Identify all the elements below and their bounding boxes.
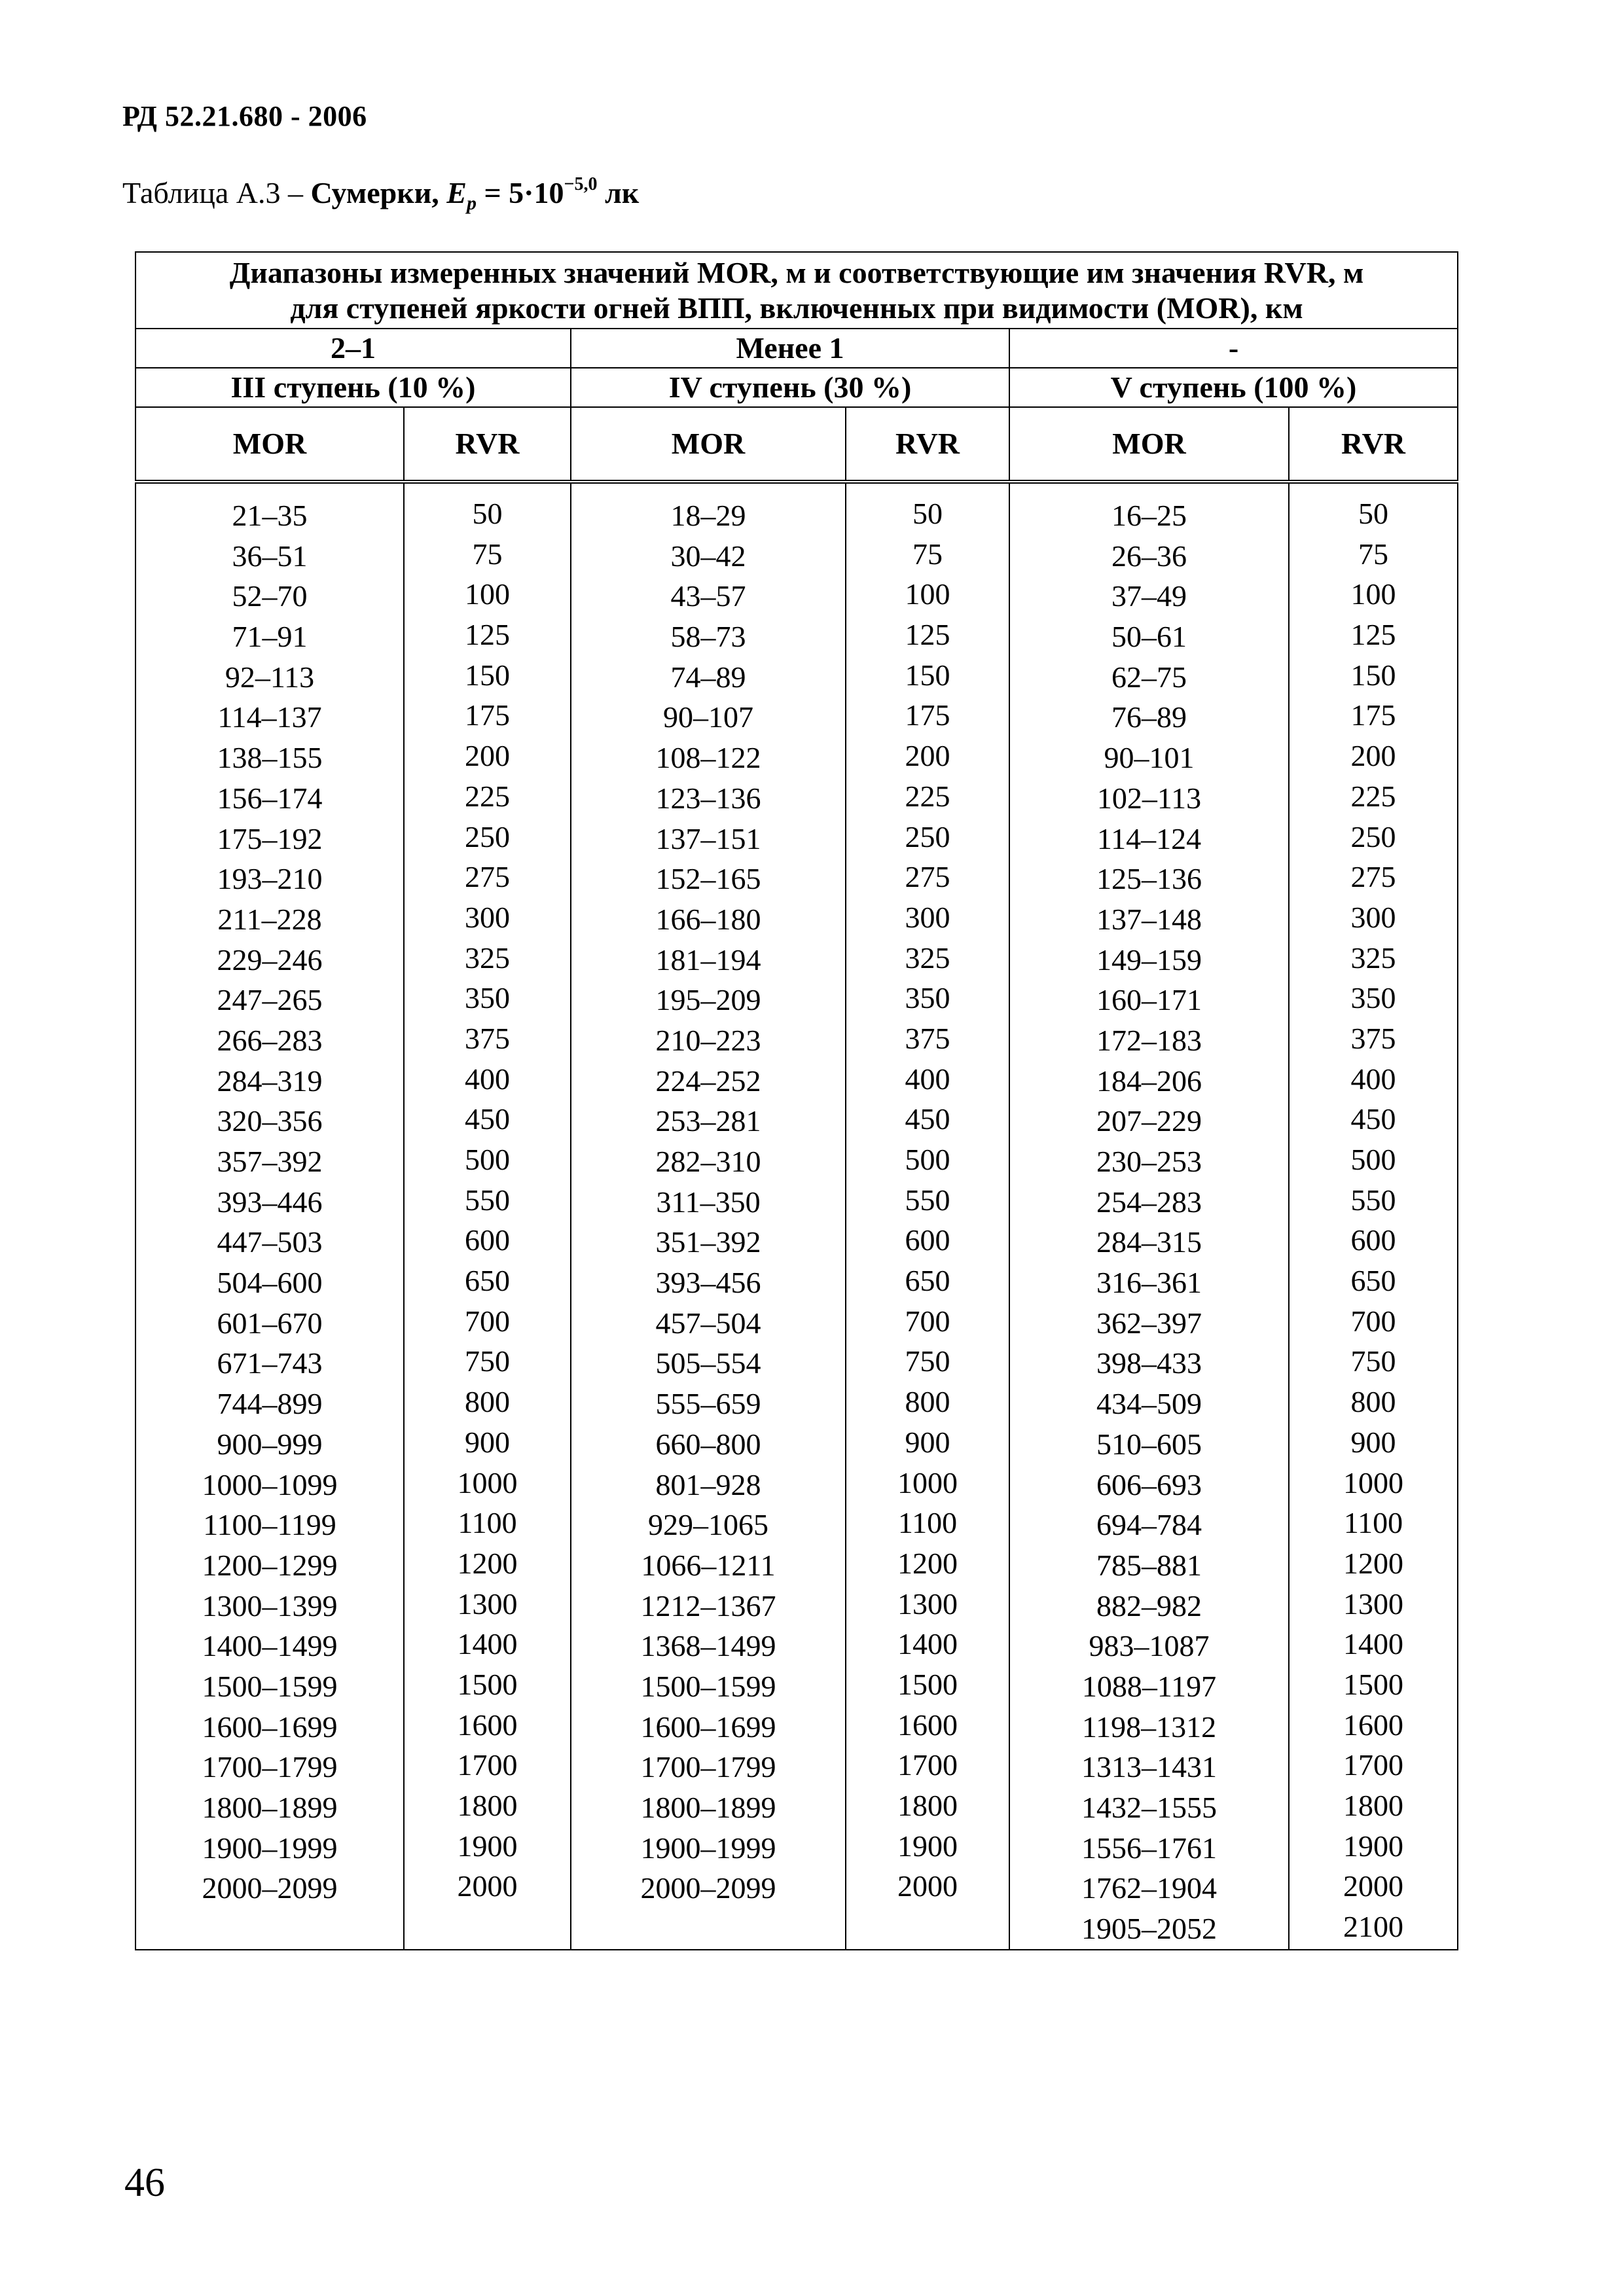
column-stage4-rvr — [846, 482, 1009, 1950]
table-cell: 750 — [465, 1344, 510, 1378]
col-header-rvr: RVR — [1289, 407, 1458, 482]
document-code: РД 52.21.680 - 2006 — [122, 100, 367, 132]
table-cell: 785–881 — [1096, 1548, 1202, 1582]
table-cell: 225 — [465, 779, 510, 813]
table-cell: 1000–1099 — [202, 1467, 338, 1501]
table-cell: 750 — [1350, 1344, 1396, 1378]
table-cell: 175 — [905, 698, 950, 732]
table-cell: 114–124 — [1096, 821, 1202, 855]
table-cell: 2000–2099 — [202, 1871, 338, 1905]
table-cell: 393–446 — [217, 1185, 323, 1219]
table-cell: 1800 — [897, 1789, 958, 1822]
table-cell: 450 — [905, 1102, 950, 1136]
table-cell: 284–315 — [1096, 1225, 1202, 1259]
table-cell: 90–101 — [1104, 741, 1195, 775]
table-cell: 1800–1899 — [640, 1791, 776, 1824]
table-cell: 225 — [905, 779, 950, 813]
table-cell: 600 — [1350, 1223, 1396, 1257]
visibility-header-1: 2–1 — [135, 329, 571, 368]
stage-header-5: V ступень (100 %) — [1009, 368, 1458, 407]
table-cell: 123–136 — [655, 781, 761, 815]
table-cell: 2100 — [1343, 1910, 1404, 1944]
table-cell: 150 — [905, 658, 950, 692]
table-cell: 1600–1699 — [202, 1710, 338, 1744]
table-cell: 311–350 — [656, 1185, 761, 1219]
table-cell: 1600 — [1343, 1708, 1404, 1742]
table-cell: 393–456 — [655, 1266, 761, 1300]
table-cell: 550 — [1350, 1183, 1396, 1217]
table-cell: 195–209 — [655, 983, 761, 1017]
table-cell: 230–253 — [1096, 1145, 1202, 1178]
table-cell: 102–113 — [1096, 781, 1202, 815]
table-cell: 1368–1499 — [640, 1629, 776, 1663]
table-cell: 300 — [465, 900, 510, 934]
table-cell: 555–659 — [655, 1387, 761, 1421]
table-cell: 50–61 — [1111, 620, 1187, 654]
table-cell: 250 — [465, 819, 510, 853]
table-cell: 606–693 — [1096, 1467, 1202, 1501]
table-cell: 1500 — [457, 1667, 518, 1701]
table-cell: 137–148 — [1096, 902, 1202, 936]
table-cell: 1800–1899 — [202, 1791, 338, 1824]
table-cell: 108–122 — [655, 741, 761, 775]
table-cell: 1300 — [457, 1587, 518, 1621]
table-cell: 325 — [465, 941, 510, 975]
table-cell: 350 — [465, 981, 510, 1015]
table-cell: 71–91 — [232, 620, 308, 654]
table-cell: 1100 — [897, 1506, 958, 1540]
table-cell: 16–25 — [1111, 499, 1187, 532]
col-header-mor: MOR — [1009, 407, 1289, 482]
table-cell: 253–281 — [655, 1104, 761, 1138]
caption-title: Сумерки, — [310, 176, 439, 209]
table-cell: 671–743 — [217, 1346, 323, 1380]
table-cell: 1200 — [1343, 1546, 1404, 1580]
table-cell: 211–228 — [217, 902, 322, 936]
table-cell: 450 — [1350, 1102, 1396, 1136]
table-cell: 125 — [905, 618, 950, 652]
table-cell: 800 — [465, 1385, 510, 1419]
table-cell: 1400 — [1343, 1627, 1404, 1661]
table-cell: 1300–1399 — [202, 1588, 338, 1623]
table-cell: 1500–1599 — [202, 1669, 338, 1703]
table-cell: 1200 — [457, 1546, 518, 1580]
table-cell: 700 — [905, 1304, 950, 1338]
table-cell: 1000 — [457, 1465, 518, 1499]
column-stage4-mor — [571, 482, 846, 1950]
table-cell: 300 — [905, 900, 950, 934]
table-cell: 505–554 — [655, 1346, 761, 1380]
table-cell: 1600 — [897, 1708, 958, 1742]
table-cell: 90–107 — [663, 700, 753, 734]
table-cell: 1300 — [897, 1587, 958, 1621]
table-cell: 2000 — [457, 1869, 518, 1903]
table-cell: 400 — [905, 1062, 950, 1096]
stage-header-4: IV ступень (30 %) — [571, 368, 1009, 407]
caption-formula-sub: р — [466, 192, 477, 215]
table-cell: 1100–1199 — [203, 1508, 336, 1542]
table-cell: 900–999 — [217, 1427, 323, 1461]
table-cell: 58–73 — [670, 620, 746, 654]
table-cell: 398–433 — [1096, 1346, 1202, 1380]
table-cell: 434–509 — [1096, 1387, 1202, 1421]
table-cell: 1700–1799 — [640, 1750, 776, 1784]
table-cell: 744–899 — [217, 1387, 323, 1421]
table-cell: 1500 — [897, 1667, 958, 1701]
col-header-mor: MOR — [571, 407, 846, 482]
table-cell: 900 — [905, 1425, 950, 1459]
table-cell: 650 — [1350, 1264, 1396, 1298]
table-title-line-2: для ступеней яркости огней ВПП, включенных при видимости (MOR), км — [290, 291, 1303, 325]
table-cell: 1066–1211 — [641, 1548, 776, 1582]
table-cell: 250 — [905, 819, 950, 853]
table-cell: 325 — [1350, 941, 1396, 975]
table-cell: 882–982 — [1096, 1588, 1202, 1623]
table-cell: 172–183 — [1096, 1023, 1202, 1057]
table-cell: 357–392 — [217, 1145, 323, 1178]
caption-formula-var: E — [446, 176, 467, 209]
table-cell: 150 — [1350, 658, 1396, 692]
table-cell: 400 — [1350, 1062, 1396, 1096]
table-cell: 801–928 — [655, 1467, 761, 1501]
table-cell: 1100 — [1343, 1506, 1403, 1540]
table-cell: 75 — [912, 537, 943, 571]
table-cell: 200 — [905, 739, 950, 773]
table-cell: 750 — [905, 1344, 950, 1378]
caption-formula-unit: лк — [597, 176, 640, 209]
table-cell: 1600 — [457, 1708, 518, 1742]
table-cell: 200 — [465, 739, 510, 773]
caption-formula-eq: = 5·10 — [476, 176, 564, 209]
table-cell: 75 — [472, 537, 503, 571]
table-cell: 1900 — [1343, 1829, 1404, 1863]
table-cell: 600 — [905, 1223, 950, 1257]
table-cell: 92–113 — [225, 660, 315, 694]
table-cell: 26–36 — [1111, 539, 1187, 573]
table-cell: 800 — [905, 1385, 950, 1419]
table-cell: 900 — [465, 1425, 510, 1459]
stage-header-3: III ступень (10 %) — [135, 368, 571, 407]
table-cell: 351–392 — [655, 1225, 761, 1259]
table-cell: 1900 — [457, 1829, 518, 1863]
table-cell: 601–670 — [217, 1306, 323, 1340]
table-title-line-1: Диапазоны измеренных значений MOR, м и соответствующие им значения RVR, м — [229, 255, 1364, 289]
table-cell: 37–49 — [1111, 579, 1187, 613]
caption-formula-exp: −5,0 — [564, 173, 598, 194]
col-header-mor: MOR — [135, 407, 404, 482]
table-cell: 210–223 — [655, 1023, 761, 1057]
table-cell: 160–171 — [1096, 983, 1202, 1017]
table-cell: 1400 — [897, 1627, 958, 1661]
table-cell: 457–504 — [655, 1306, 761, 1340]
table-cell: 149–159 — [1096, 942, 1202, 977]
col-header-rvr: RVR — [846, 407, 1009, 482]
table-cell: 275 — [1350, 860, 1396, 894]
table-cell: 400 — [465, 1062, 510, 1096]
table-cell: 50 — [912, 497, 943, 530]
table-cell: 275 — [905, 860, 950, 894]
table-cell: 510–605 — [1096, 1427, 1202, 1461]
table-title — [135, 252, 1458, 329]
table-cell: 1700 — [457, 1748, 518, 1782]
column-stage3-mor — [135, 482, 404, 1950]
table-cell: 1700 — [1343, 1748, 1404, 1782]
table-cell: 375 — [905, 1021, 950, 1055]
table-cell: 1200 — [897, 1546, 958, 1580]
table-cell: 600 — [465, 1223, 510, 1257]
table-cell: 137–151 — [655, 821, 761, 855]
table-cell: 1000 — [1343, 1465, 1404, 1499]
table-cell: 125 — [1350, 618, 1396, 652]
visibility-header-2: Менее 1 — [571, 329, 1009, 368]
table-cell: 1198–1312 — [1081, 1710, 1217, 1744]
table-cell: 266–283 — [217, 1023, 323, 1057]
table-cell: 983–1087 — [1089, 1629, 1210, 1663]
table-cell: 62–75 — [1111, 660, 1187, 694]
table-cell: 660–800 — [655, 1427, 761, 1461]
col-header-rvr: RVR — [404, 407, 571, 482]
table-cell: 250 — [1350, 819, 1396, 853]
table-cell: 1500 — [1343, 1667, 1404, 1701]
table-cell: 2000 — [1343, 1869, 1404, 1903]
table-cell: 138–155 — [217, 741, 323, 775]
table-cell: 375 — [1350, 1021, 1396, 1055]
table-cell: 1900–1999 — [202, 1831, 338, 1865]
table-cell: 650 — [465, 1264, 510, 1298]
table-cell: 300 — [1350, 900, 1396, 934]
table-cell: 929–1065 — [648, 1508, 768, 1542]
table-cell: 76–89 — [1111, 700, 1187, 734]
table-cell: 2000–2099 — [640, 1871, 776, 1905]
table-cell: 450 — [465, 1102, 510, 1136]
table-cell: 500 — [1350, 1143, 1396, 1176]
column-stage5-mor — [1009, 482, 1289, 1950]
table-cell: 75 — [1358, 537, 1389, 571]
table-cell: 362–397 — [1096, 1306, 1202, 1340]
table-cell: 1000 — [897, 1465, 958, 1499]
table-cell: 275 — [465, 860, 510, 894]
table-cell: 1762–1904 — [1081, 1871, 1217, 1905]
table-cell: 207–229 — [1096, 1104, 1202, 1138]
table-cell: 175 — [465, 698, 510, 732]
table-cell: 18–29 — [670, 499, 746, 532]
table-cell: 500 — [905, 1143, 950, 1176]
table-cell: 375 — [465, 1021, 510, 1055]
table-cell: 1200–1299 — [202, 1548, 338, 1582]
table-cell: 247–265 — [217, 983, 323, 1017]
table-cell: 52–70 — [232, 579, 308, 613]
page-number: 46 — [124, 2161, 165, 2205]
table-cell: 550 — [905, 1183, 950, 1217]
table-cell: 36–51 — [232, 539, 308, 573]
table-cell: 1800 — [457, 1789, 518, 1822]
table-cell: 1212–1367 — [640, 1588, 776, 1623]
table-cell: 325 — [905, 941, 950, 975]
table-cell: 1600–1699 — [640, 1710, 776, 1744]
table-cell: 175 — [1350, 698, 1396, 732]
table-cell: 694–784 — [1096, 1508, 1202, 1542]
table-cell: 152–165 — [655, 862, 761, 896]
table-cell: 900 — [1350, 1425, 1396, 1459]
table-cell: 100 — [1350, 577, 1396, 611]
table-cell: 30–42 — [670, 539, 746, 573]
column-stage3-rvr — [404, 482, 571, 1950]
table-cell: 1700–1799 — [202, 1750, 338, 1784]
table-cell: 800 — [1350, 1385, 1396, 1419]
caption-prefix: Таблица А.3 – — [122, 176, 311, 209]
table-cell: 50 — [1358, 497, 1389, 530]
table-cell: 700 — [1350, 1304, 1396, 1338]
table-cell: 2000 — [897, 1869, 958, 1903]
table-cell: 1400 — [457, 1627, 518, 1661]
table-cell: 1556–1761 — [1081, 1831, 1217, 1865]
table-cell: 100 — [905, 577, 950, 611]
visibility-header-3: - — [1009, 329, 1458, 368]
table-cell: 1400–1499 — [202, 1629, 338, 1663]
table-cell: 550 — [465, 1183, 510, 1217]
table-cell: 43–57 — [670, 579, 746, 613]
table-cell: 1500–1599 — [640, 1669, 776, 1703]
table-cell: 254–283 — [1096, 1185, 1202, 1219]
table-cell: 125–136 — [1096, 862, 1202, 896]
mor-rvr-table — [135, 251, 1458, 1950]
table-cell: 700 — [465, 1304, 510, 1338]
table-cell: 114–137 — [217, 700, 322, 734]
table-cell: 1800 — [1343, 1789, 1404, 1822]
table-cell: 224–252 — [655, 1064, 761, 1098]
table-cell: 200 — [1350, 739, 1396, 773]
table-cell: 166–180 — [655, 902, 761, 936]
table-cell: 181–194 — [655, 942, 761, 977]
table-cell: 1432–1555 — [1081, 1791, 1217, 1824]
table-cell: 1900–1999 — [640, 1831, 776, 1865]
table-cell: 1100 — [458, 1506, 517, 1540]
table-cell: 1700 — [897, 1748, 958, 1782]
table-cell: 504–600 — [217, 1266, 323, 1300]
table-cell: 284–319 — [217, 1064, 323, 1098]
table-cell: 350 — [905, 981, 950, 1015]
table-cell: 282–310 — [655, 1145, 761, 1178]
table-cell: 1905–2052 — [1081, 1912, 1217, 1946]
table-cell: 21–35 — [232, 499, 308, 532]
table-cell: 50 — [472, 497, 503, 530]
table-cell: 1088–1197 — [1081, 1669, 1217, 1703]
table-cell: 229–246 — [217, 942, 323, 977]
table-caption — [122, 175, 639, 215]
table-cell: 74–89 — [670, 660, 746, 694]
table-cell: 650 — [905, 1264, 950, 1298]
table-cell: 100 — [465, 577, 510, 611]
column-stage5-rvr — [1289, 482, 1458, 1950]
table-cell: 175–192 — [217, 821, 323, 855]
table-cell: 125 — [465, 618, 510, 652]
table-cell: 156–174 — [217, 781, 323, 815]
table-cell: 225 — [1350, 779, 1396, 813]
table-cell: 447–503 — [217, 1225, 323, 1259]
table-cell: 316–361 — [1096, 1266, 1202, 1300]
table-cell: 350 — [1350, 981, 1396, 1015]
table-cell: 150 — [465, 658, 510, 692]
table-cell: 320–356 — [217, 1104, 323, 1138]
table-cell: 1313–1431 — [1081, 1750, 1217, 1784]
table-cell: 500 — [465, 1143, 510, 1176]
table-cell: 1900 — [897, 1829, 958, 1863]
table-cell: 1300 — [1343, 1587, 1404, 1621]
table-cell: 193–210 — [217, 862, 323, 896]
table-cell: 184–206 — [1096, 1064, 1202, 1098]
